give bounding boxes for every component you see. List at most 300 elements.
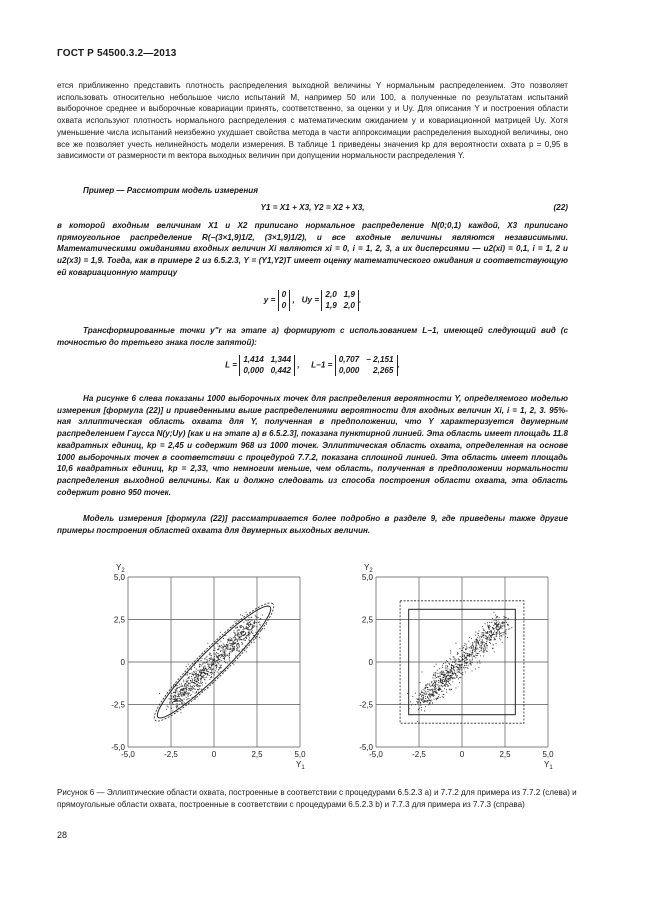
scatter-point [249, 633, 250, 634]
scatter-point [457, 675, 458, 676]
scatter-point [241, 636, 242, 637]
scatter-point [188, 677, 189, 678]
scatter-point [187, 678, 188, 679]
scatter-point [503, 622, 504, 623]
scatter-point [200, 675, 201, 676]
scatter-point [255, 638, 256, 639]
scatter-point [434, 666, 435, 667]
scatter-point [209, 660, 210, 661]
scatter-point [447, 686, 448, 687]
scatter-point [420, 694, 421, 695]
scatter-point [247, 623, 248, 624]
scatter-point [462, 650, 463, 651]
scatter-point [427, 687, 428, 688]
scatter-point [435, 673, 436, 674]
scatter-point [463, 647, 464, 648]
scatter-point [459, 668, 460, 669]
scatter-point [213, 660, 214, 661]
scatter-point [195, 689, 196, 690]
scatter-point [453, 659, 454, 660]
scatter-point [504, 619, 505, 620]
scatter-point [224, 658, 225, 659]
scatter-point [192, 679, 193, 680]
scatter-point [437, 673, 438, 674]
scatter-point [420, 702, 421, 703]
scatter-point [457, 652, 458, 653]
scatter-point [206, 673, 207, 674]
scatter-point [260, 625, 261, 626]
scatter-point [205, 666, 206, 667]
scatter-point [209, 652, 210, 653]
scatter-point [244, 634, 245, 635]
scatter-point [173, 701, 174, 702]
scatter-point [224, 653, 225, 654]
scatter-point [467, 668, 468, 669]
scatter-point [498, 623, 499, 624]
scatter-point [253, 626, 254, 627]
scatter-point [212, 673, 213, 674]
scatter-point [490, 635, 491, 636]
scatter-point [202, 658, 203, 659]
scatter-point [246, 627, 247, 628]
scatter-point [230, 643, 231, 644]
scatter-point [471, 646, 472, 647]
scatter-point [445, 679, 446, 680]
scatter-point [461, 665, 462, 666]
scatter-point [230, 640, 231, 641]
scatter-point [489, 639, 490, 640]
scatter-point [466, 657, 467, 658]
scatter-point [471, 647, 472, 648]
scatter-point [167, 706, 168, 707]
y-tick-label: 0 [368, 658, 373, 667]
scatter-point [499, 622, 500, 623]
scatter-point [487, 633, 488, 634]
scatter-point [483, 656, 484, 657]
scatter-point [475, 635, 476, 636]
scatter-point [473, 648, 474, 649]
scatter-point [441, 682, 442, 683]
scatter-point [434, 689, 435, 690]
scatter-point [436, 693, 437, 694]
y-tick-label: -2,5 [359, 700, 373, 710]
scatter-point [449, 678, 450, 679]
scatter-point [186, 666, 187, 667]
scatter-point [189, 676, 190, 677]
scatter-point [234, 636, 235, 637]
scatter-point [487, 631, 488, 632]
scatter-point [248, 617, 249, 618]
scatter-point [442, 674, 443, 675]
scatter-point [248, 624, 249, 625]
scatter-point [445, 670, 446, 671]
scatter-point [235, 621, 236, 622]
scatter-point [197, 678, 198, 679]
scatter-point [472, 645, 473, 646]
scatter-point [244, 638, 245, 639]
scatter-point [438, 686, 439, 687]
scatter-point [502, 622, 503, 623]
scatter-point [481, 641, 482, 642]
scatter-point [466, 657, 467, 658]
scatter-point [252, 626, 253, 627]
scatter-point [434, 680, 435, 681]
scatter-point [505, 631, 506, 632]
scatter-point [502, 626, 503, 627]
scatter-point [442, 677, 443, 678]
scatter-point [429, 699, 430, 700]
scatter-point [194, 683, 195, 684]
scatter-point [179, 704, 180, 705]
scatter-point [203, 672, 204, 673]
scatter-point [505, 620, 506, 621]
scatter-point [461, 664, 462, 665]
scatter-point [452, 681, 453, 682]
scatter-point [477, 642, 478, 643]
scatter-point [467, 662, 468, 663]
scatter-point [419, 708, 420, 709]
scatter-point [200, 682, 201, 683]
scatter-point [223, 656, 224, 657]
scatter-point [237, 648, 238, 649]
scatter-point [238, 643, 239, 644]
scatter-point [490, 643, 491, 644]
scatter-point [432, 689, 433, 690]
scatter-point [183, 680, 184, 681]
matrix-y-row: 0 [281, 300, 287, 310]
scatter-points [159, 612, 267, 713]
scatter-point [240, 627, 241, 628]
scatter-point [458, 661, 459, 662]
scatter-point [505, 633, 506, 634]
scatter-point [459, 648, 460, 649]
scatter-point [499, 632, 500, 633]
scatter-point [451, 689, 452, 690]
scatter-point [231, 643, 232, 644]
scatter-point [224, 649, 225, 650]
scatter-point [198, 680, 199, 681]
scatter-point [219, 668, 220, 669]
scatter-point [480, 663, 481, 664]
scatter-point [466, 659, 467, 660]
scatter-point [454, 672, 455, 673]
scatter-point [421, 698, 422, 699]
scatter-point [246, 638, 247, 639]
scatter-point [500, 639, 501, 640]
scatter-point [210, 653, 211, 654]
scatter-point [483, 651, 484, 652]
scatter-point [431, 700, 432, 701]
scatter-point [435, 682, 436, 683]
scatter-point [215, 661, 216, 662]
scatter-point [236, 648, 237, 649]
scatter-point [220, 641, 221, 642]
scatter-point [423, 698, 424, 699]
scatter-point [199, 666, 200, 667]
scatter-point [211, 659, 212, 660]
scatter-point [481, 647, 482, 648]
scatter-point [421, 707, 422, 708]
scatter-point [470, 661, 471, 662]
scatter-point [447, 666, 448, 667]
scatter-point [239, 637, 240, 638]
scatter-point [488, 626, 489, 627]
scatter-point [461, 668, 462, 669]
scatter-point [419, 695, 420, 696]
scatter-point [481, 641, 482, 642]
scatter-point [494, 637, 495, 638]
scatter-point [199, 675, 200, 676]
scatter-point [467, 659, 468, 660]
equation-22-text: Y1 = X1 + X3, Y2 = X2 + X3, [260, 203, 365, 212]
scatter-point [228, 647, 229, 648]
scatter-point [460, 673, 461, 674]
scatter-point [177, 705, 178, 706]
scatter-point [462, 654, 463, 655]
scatter-point [491, 639, 492, 640]
scatter-point [189, 689, 190, 690]
scatter-point [203, 667, 204, 668]
scatter-point [511, 627, 512, 628]
scatter-point [183, 688, 184, 689]
scatter-point [232, 649, 233, 650]
scatter-point [450, 669, 451, 670]
scatter-point [203, 671, 204, 672]
scatter-point [184, 693, 185, 694]
scatter-point [221, 667, 222, 668]
scatter-point [485, 635, 486, 636]
scatter-point [236, 627, 237, 628]
scatter-point [169, 703, 170, 704]
scatter-point [437, 670, 438, 671]
scatter-point [229, 659, 230, 660]
scatter-point [449, 683, 450, 684]
scatter-point [213, 668, 214, 669]
scatter-point [496, 624, 497, 625]
scatter-point [170, 695, 171, 696]
scatter-point [431, 682, 432, 683]
scatter-point [508, 618, 509, 619]
scatter-point [181, 703, 182, 704]
scatter-point [217, 662, 218, 663]
scatter-point [435, 684, 436, 685]
scatter-point [225, 662, 226, 663]
scatter-point [218, 649, 219, 650]
scatter-point [496, 632, 497, 633]
scatter-point [427, 697, 428, 698]
scatter-point [442, 691, 443, 692]
scatter-point [464, 652, 465, 653]
scatter-point [171, 697, 172, 698]
scatter-point [430, 700, 431, 701]
scatter-point [188, 664, 189, 665]
scatter-point [220, 667, 221, 668]
scatter-point [221, 654, 222, 655]
scatter-point [193, 685, 194, 686]
scatter-point [438, 689, 439, 690]
scatter-point [466, 665, 467, 666]
scatter-point [249, 619, 250, 620]
scatter-point [432, 685, 433, 686]
scatter-point [489, 628, 490, 629]
scatter-point [470, 651, 471, 652]
scatter-point [467, 667, 468, 668]
scatter-point [485, 647, 486, 648]
scatter-point [204, 673, 205, 674]
scatter-point [493, 628, 494, 629]
scatter-point [240, 636, 241, 637]
scatter-point [210, 677, 211, 678]
scatter-point [174, 699, 175, 700]
scatter-point [457, 672, 458, 673]
scatter-point [494, 622, 495, 623]
scatter-point [492, 648, 493, 649]
scatter-point [436, 677, 437, 678]
scatter-point [188, 690, 189, 691]
example-intro [57, 185, 568, 197]
scatter-point [454, 658, 455, 659]
scatter-point [238, 633, 239, 634]
scatter-point [436, 680, 437, 681]
scatter-point [203, 677, 204, 678]
scatter-point [504, 617, 505, 618]
scatter-point [471, 664, 472, 665]
scatter-point [212, 661, 213, 662]
scatter-point [452, 662, 453, 663]
chart-right [359, 563, 554, 771]
scatter-point [446, 668, 447, 669]
scatter-point [458, 669, 459, 670]
scatter-point [206, 659, 207, 660]
scatter-point [500, 628, 501, 629]
scatter-point [439, 675, 440, 676]
scatter-point [251, 631, 252, 632]
scatter-point [193, 671, 194, 672]
scatter-point [192, 691, 193, 692]
scatter-point [452, 665, 453, 666]
scatter-point [205, 677, 206, 678]
scatter-point [188, 694, 189, 695]
scatter-point [480, 655, 481, 656]
scatter-point [190, 685, 191, 686]
scatter-point [440, 679, 441, 680]
scatter-point [506, 629, 507, 630]
scatter-point [252, 620, 253, 621]
x-tick-label: -2,5 [164, 750, 178, 759]
scatter-point [433, 689, 434, 690]
scatter-point [426, 694, 427, 695]
scatter-point [495, 639, 496, 640]
scatter-point [223, 644, 224, 645]
scatter-point [197, 677, 198, 678]
scatter-point [486, 638, 487, 639]
scatter-point [508, 629, 509, 630]
document-header: ГОСТ Р 54500.3.2—2013 [57, 48, 177, 59]
scatter-point [173, 697, 174, 698]
scatter-point [221, 665, 222, 666]
scatter-point [450, 680, 451, 681]
scatter-point [503, 634, 504, 635]
scatter-point [218, 673, 219, 674]
scatter-point [208, 666, 209, 667]
scatter-point [197, 686, 198, 687]
scatter-point [504, 625, 505, 626]
scatter-point [441, 691, 442, 692]
scatter-point [192, 674, 193, 675]
scatter-point [180, 689, 181, 690]
scatter-point [507, 624, 508, 625]
scatter-point [458, 671, 459, 672]
scatter-point [177, 700, 178, 701]
scatter-point [421, 691, 422, 692]
scatter-point [182, 689, 183, 690]
scatter-point [238, 638, 239, 639]
scatter-point [430, 701, 431, 702]
scatter-point [239, 639, 240, 640]
scatter-point [198, 685, 199, 686]
scatter-point [499, 628, 500, 629]
scatter-point [186, 680, 187, 681]
scatter-point [182, 696, 183, 697]
scatter-point [206, 670, 207, 671]
scatter-point [230, 645, 231, 646]
scatter-point [171, 700, 172, 701]
scatter-point [262, 615, 263, 616]
scatter-point [435, 687, 436, 688]
scatter-point [487, 622, 488, 623]
scatter-point [460, 677, 461, 678]
scatter-point [492, 618, 493, 619]
scatter-point [198, 686, 199, 687]
scatter-point [184, 692, 185, 693]
scatter-point [194, 682, 195, 683]
scatter-point [187, 673, 188, 674]
scatter-point [445, 662, 446, 663]
scatter-point [194, 671, 195, 672]
scatter-point [233, 650, 234, 651]
scatter-point [237, 641, 238, 642]
scatter-point [503, 616, 504, 617]
scatter-point [216, 665, 217, 666]
scatter-point [173, 699, 174, 700]
scatter-point [440, 697, 441, 698]
scatter-point [192, 686, 193, 687]
scatter-point [483, 650, 484, 651]
scatter-point [210, 655, 211, 656]
scatter-point [424, 688, 425, 689]
scatter-point [440, 673, 441, 674]
scatter-point [475, 650, 476, 651]
scatter-point [429, 694, 430, 695]
scatter-point [477, 637, 478, 638]
scatter-point [504, 622, 505, 623]
scatter-point [450, 675, 451, 676]
scatter-point [175, 695, 176, 696]
scatter-point [217, 657, 218, 658]
scatter-point [498, 624, 499, 625]
scatter-point [494, 634, 495, 635]
matrix-linv-row: 0,707 − 2,151 [338, 355, 394, 364]
scatter-point [454, 670, 455, 671]
scatter-point [472, 651, 473, 652]
scatter-point [215, 650, 216, 651]
scatter-point [497, 633, 498, 634]
scatter-point [219, 645, 220, 646]
scatter-point [232, 644, 233, 645]
equation-22 [57, 203, 568, 212]
scatter-point [435, 685, 436, 686]
paragraph-3: Трансформированные точки y"r на этапе а) формируют с использованием L−1, имеющей следующий вид (с точностью до третьего знака после запятой): [57, 326, 568, 347]
